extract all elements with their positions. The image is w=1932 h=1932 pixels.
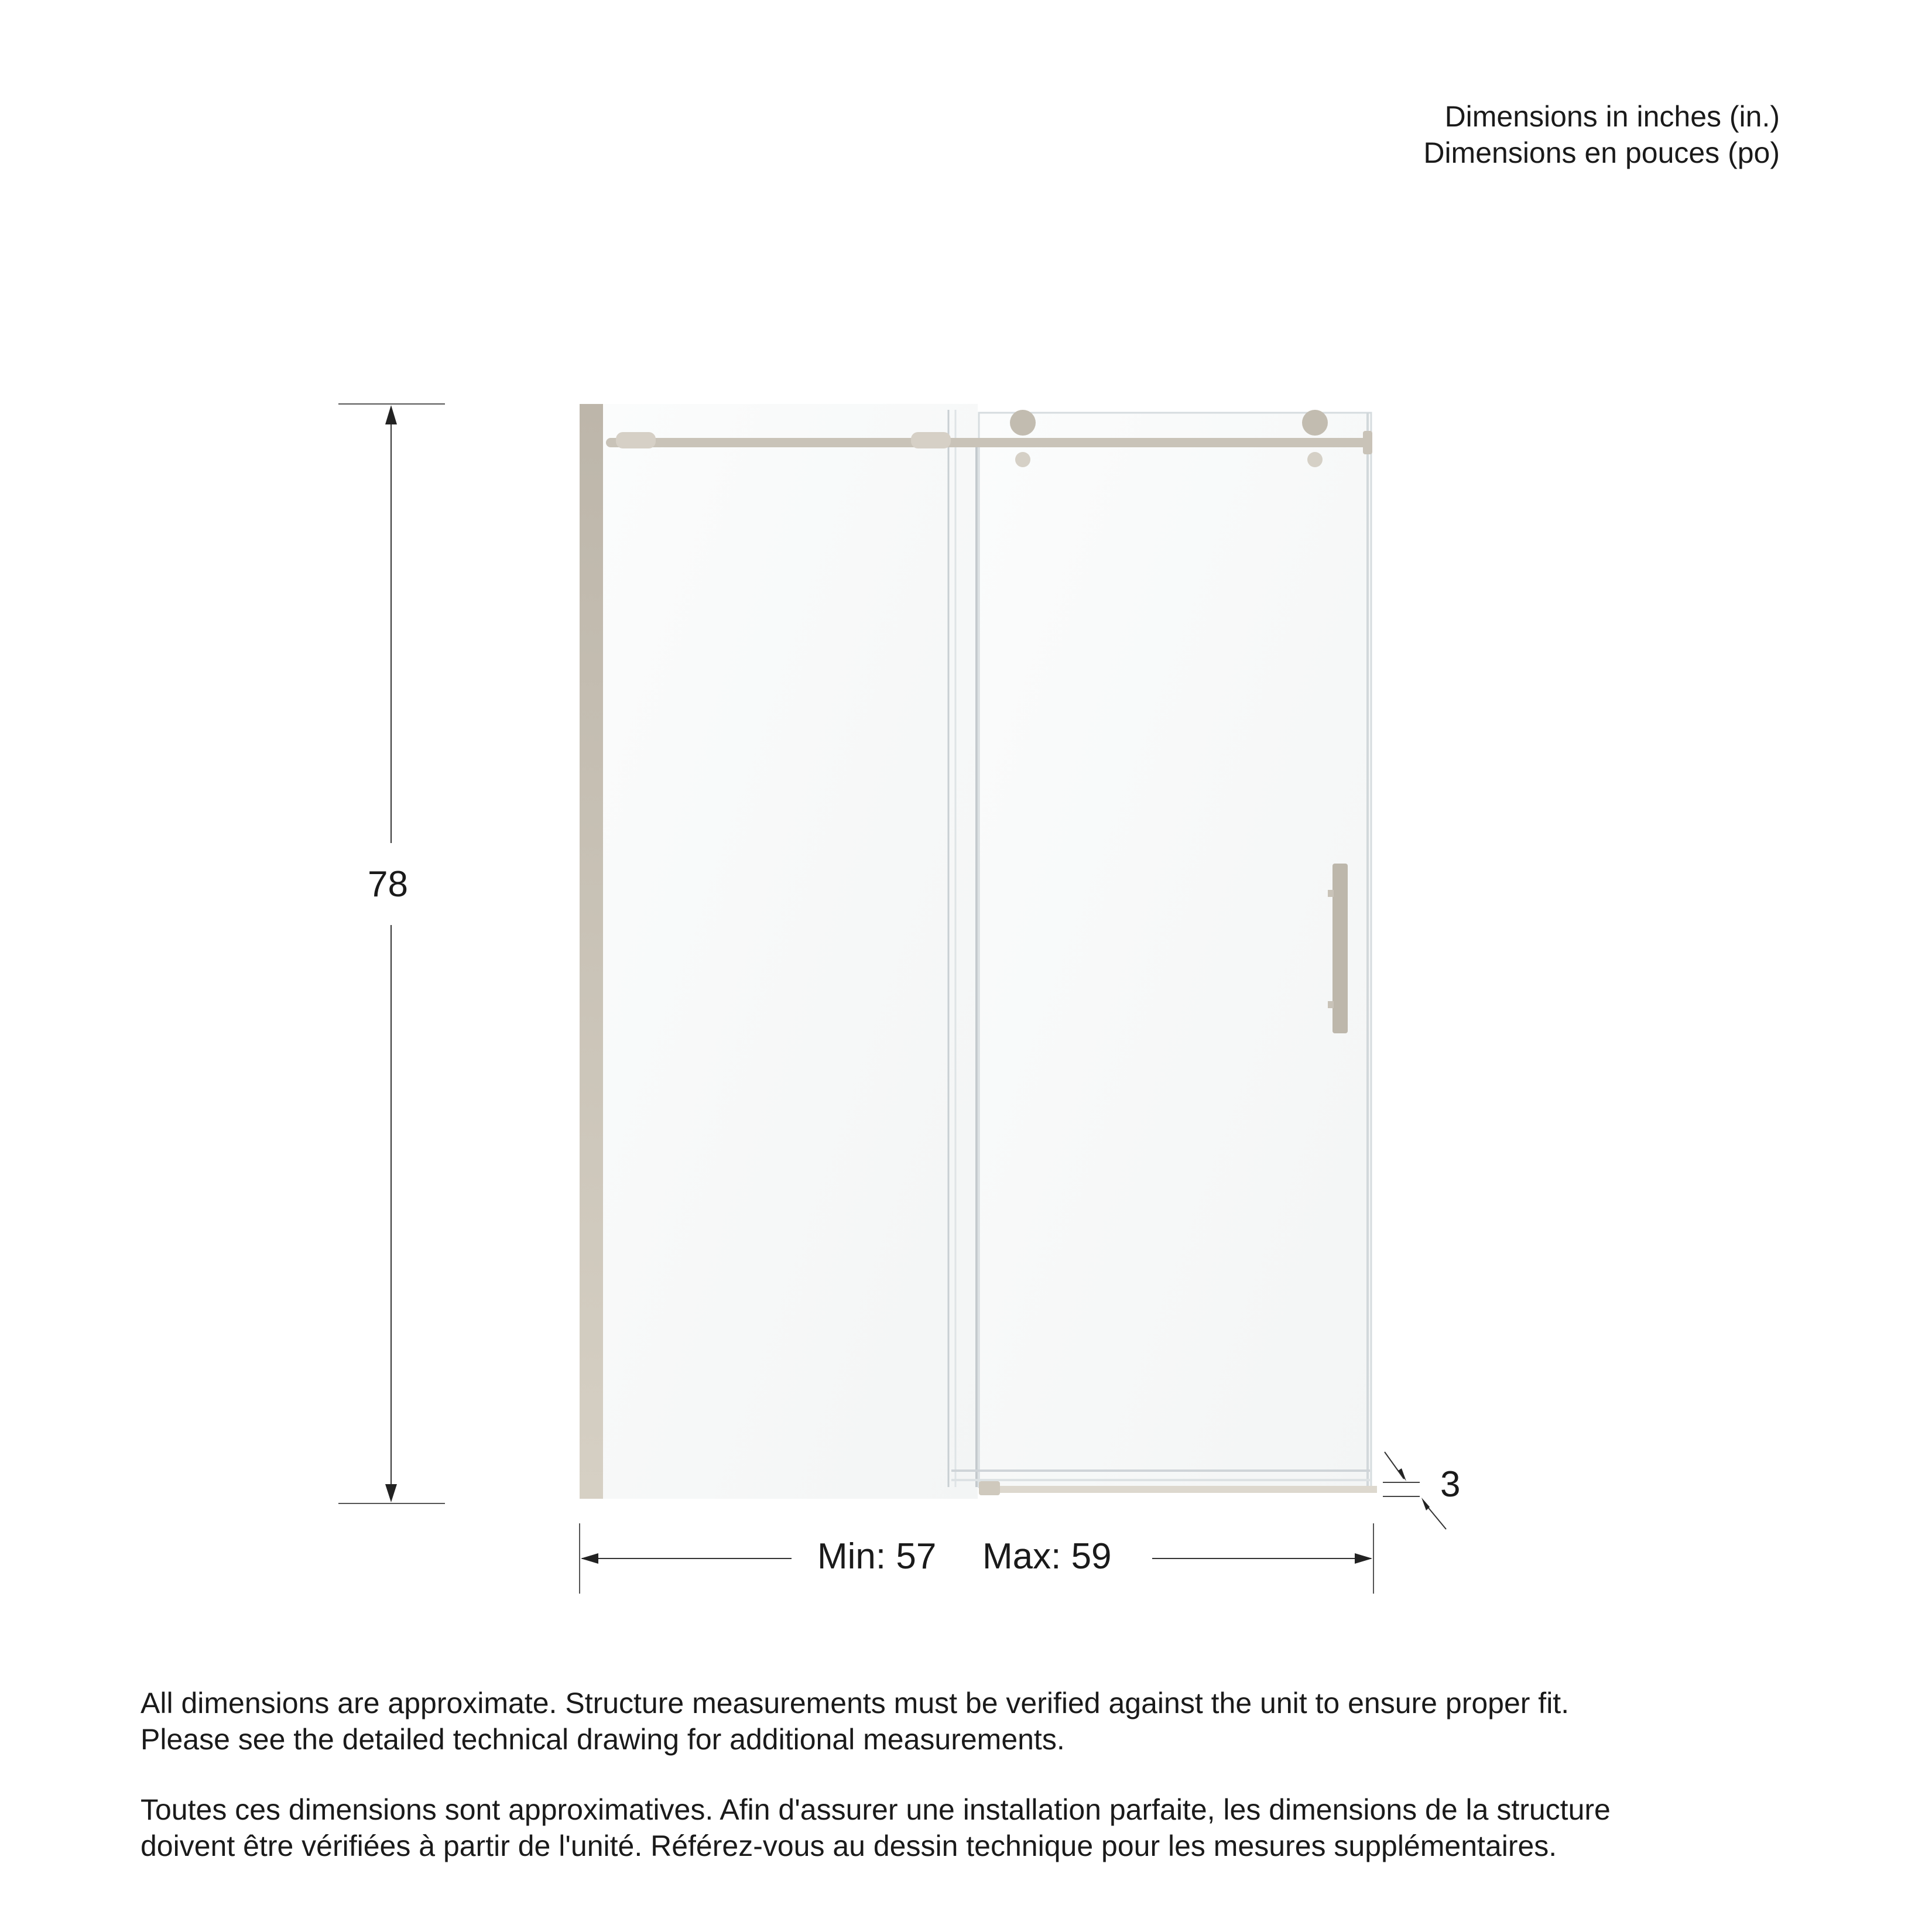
disclaimer-fr-line2: doivent être vérifiées à partir de l'unité. Référez-vous au dessin technique pour les mesures supplémentaires. [141,1830,1557,1862]
fixed-panel [580,404,978,1499]
fixed-glass [603,404,978,1499]
gap-arrow-top [1398,1468,1406,1481]
disclaimer-fr-line1: Toutes ces dimensions sont approximatives. Afin d'assurer une installation parfaite, les dimensions de la structure [141,1793,1611,1826]
width-max-label: Max: 59 [982,1536,1112,1577]
bottom-guide [979,1481,1000,1495]
width-arrow-right [1355,1553,1372,1564]
bar-support-left [616,432,656,448]
door-glass [979,413,1371,1487]
disclaimer-en-line1: All dimensions are approximate. Structure measurements must be verified against the unit to ensure proper fit. [141,1687,1570,1719]
bar-support-right [911,432,951,448]
disclaimer-en [141,1685,1611,1758]
bar-end-cap [1363,431,1372,454]
handle-mount-bottom [1328,1001,1334,1008]
height-arrow-down [385,1484,397,1502]
units-note-en: Dimensions in inches (in.) [1444,100,1780,133]
sliding-door [951,413,1377,1495]
width-arrow-left [581,1553,598,1564]
disclaimer-fr [141,1791,1611,1864]
roller-right [1302,410,1328,436]
height-dimension-label: 78 [368,864,408,905]
disclaimer-en-line2: Please see the detailed technical drawing for additional measurements. [141,1723,1065,1756]
disclaimer-notes [141,1685,1611,1898]
handle-bar [1332,864,1348,1033]
roller-right-lower [1307,452,1323,467]
roller-left [1010,410,1036,436]
gap-dimension-label: 3 [1440,1464,1461,1505]
width-min-label: Min: 57 [817,1536,937,1577]
sliding-bar [606,438,1370,447]
gap-leader-top [1385,1452,1404,1479]
roller-left-lower [1015,452,1030,467]
bottom-guide-rail [979,1486,1377,1493]
handle-mount-top [1328,890,1334,897]
units-note-fr: Dimensions en pouces (po) [1423,136,1780,169]
width-dimension [580,1523,1373,1594]
wall-post [580,404,603,1499]
height-dimension [338,404,445,1503]
height-arrow-up [385,405,397,424]
gap-dimension [1383,1452,1446,1529]
